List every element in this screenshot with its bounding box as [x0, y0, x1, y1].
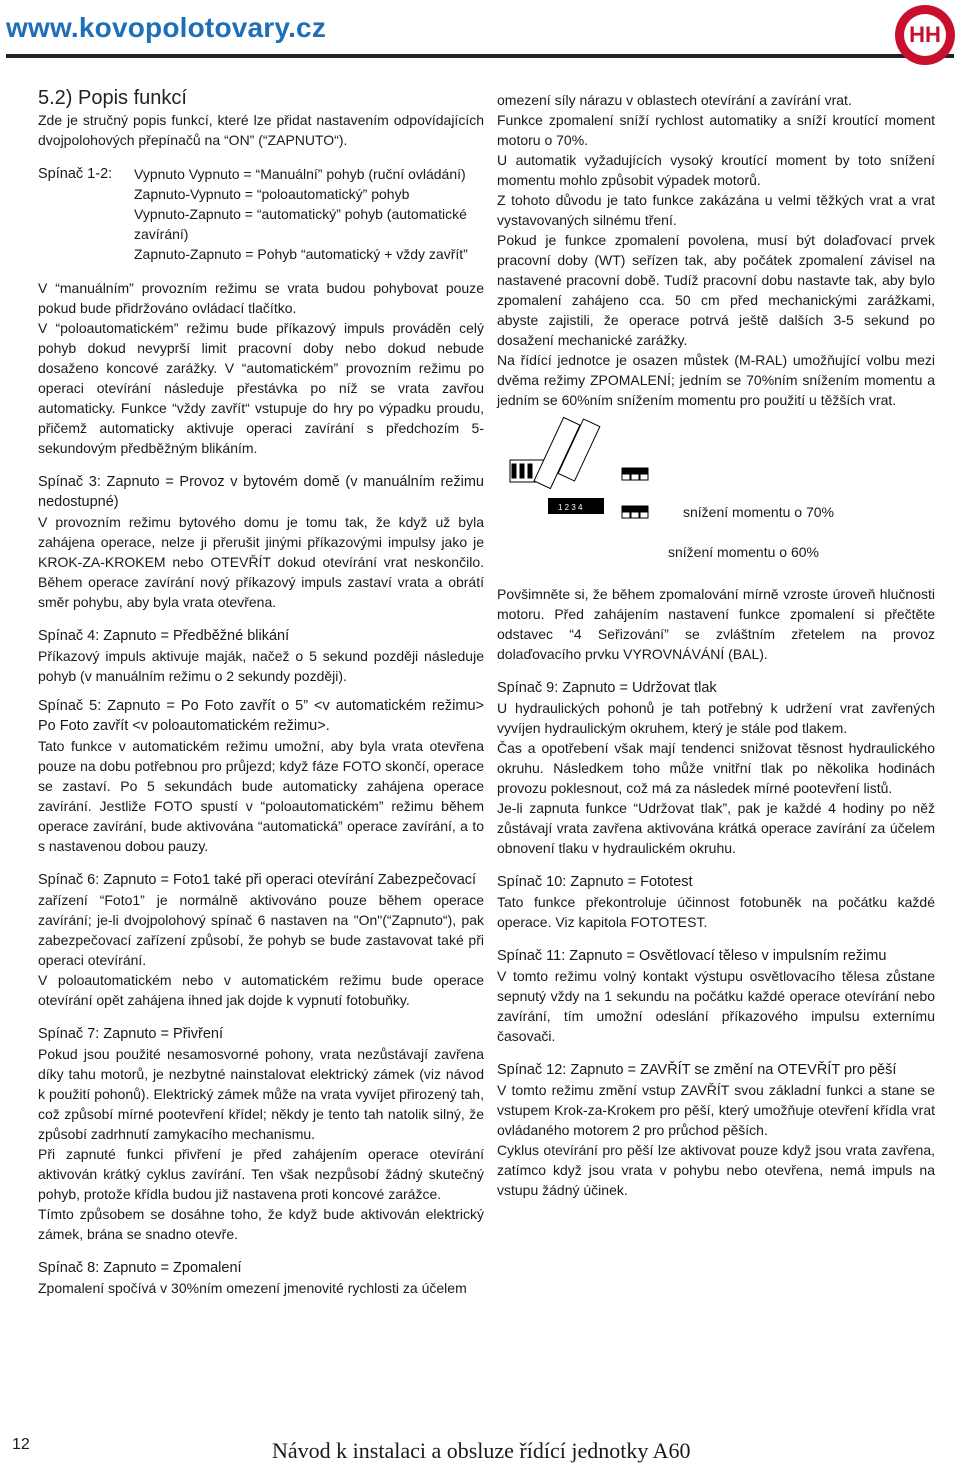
right-para-2: Funkce zpomalení sníží rychlost automatiky a sníží kroutící moment motoru o 70%.	[497, 112, 935, 148]
right-para-3: U automatik vyžadujících vysoký kroutící moment by toto snížení momentu mohlo způsobit výpadek motorů.	[497, 152, 935, 188]
switch-6-title: Spínač 6: Zapnuto = Foto1 také při operaci otevírání Zabezpečovací	[38, 872, 477, 888]
switch-1-2-block	[38, 164, 484, 264]
label-60-percent: snížení momentu o 60%	[668, 544, 819, 560]
switch-12-text: V tomto režimu změní vstup ZAVŘÍT svou základní funkci a stane se vstupem Krok-za-Krokem pro pěší, který umožňuje otevření křídla vrat ovládaného motorem 2 pro průchod pěších.	[497, 1082, 935, 1138]
right-para-6: Na řídící jednotce je osazen můstek (M-RAL) umožňující volbu mezi dvěma režimy ZPOMALENÍ; jedním se 70%ním snížením momentu a jedním se 60%ním snížením momentu pro použití u těžších vrat.	[497, 352, 935, 408]
right-para-7: Povšimněte si, že během zpomalování mírně vzroste úroveň hlučnosti motoru. Před zahájením nastavení funkce zpomalení si přečtěte odstavec “4 Seřizování” se zvláštním zřetelem na provoz dolaďovacího prvku VYROVNÁVÁNÍ (BAL).	[497, 586, 935, 662]
jumper-diagram	[498, 410, 678, 530]
switch-9-text: U hydraulických pohonů je tah potřebný k udržení vrat zavřených vyvíjen hydraulickým okruhem, který je stále pod tlakem.	[497, 700, 935, 736]
switch-5-title: Spínač 5: Zapnuto = Po Foto zavřít o 5” <v automatickém režimu> Po Foto zavřít <v poloautomatickém režimu>.	[38, 698, 484, 734]
switch-1-2-row: Vypnuto Vypnuto = “Manuální” pohyb (ruční ovládání)	[134, 166, 466, 182]
switch-12-text-2: Cyklus otevírání pro pěší lze aktivovat pouze když jsou vrata zavřena, zatímco když jsou vrata v pohybu nebo otevřena, nemá impuls na vstupu žádný účinek.	[497, 1142, 935, 1198]
kominat-logo	[894, 4, 956, 66]
section-title: 5.2) Popis funkcí	[38, 87, 187, 109]
switch-11-title: Spínač 11: Zapnuto = Osvětlovací těleso v impulsním režimu	[497, 948, 887, 964]
right-para-5: Pokud je funkce zpomalení povolena, musí být dolaďovací prvek pracovní doby (WT) seřízen tak, aby počátek zpomalení závisel na nastavené pracovní době. Tudíž pracovní dobu nastavte tak, aby bylo zpomalení zahájeno cca. 50 cm před mechanickými zarážkami, abyste zajistili, že operace potrvá ještě dalších 3-5 sekund po dosažení mechanické zarážky.	[497, 232, 935, 348]
switch-8-title: Spínač 8: Zapnuto = Zpomalení	[38, 1260, 242, 1276]
switch-4-title: Spínač 4: Zapnuto = Předběžné blikání	[38, 628, 290, 644]
switch-7-title: Spínač 7: Zapnuto = Přivření	[38, 1026, 223, 1042]
svg-text:HH: HH	[909, 22, 941, 47]
switch-6-text-2: V poloautomatickém nebo v automatickém režimu bude operace otevírání opět zahájena ihned jak dojde k vypnutí fotobuňky.	[38, 972, 484, 1008]
switch-8-text: Zpomalení spočívá v 30%ním omezení jmenovité rychlosti za účelem	[38, 1280, 467, 1296]
switch-10-title: Spínač 10: Zapnuto = Fototest	[497, 874, 693, 890]
switch-4-text: Příkazový impuls aktivuje maják, načež o 5 sekund později následuje pohyb (v manuálním režimu o 2 sekundy později).	[38, 648, 484, 684]
switch-5-text: Tato funkce v automatickém režimu umožní, aby byla vrata otevřena pouze na dobu potřebnou pro průjezd; když fáze FOTO skončí, operace se zastaví. Po 5 sekundách bude automaticky zahájena operace zavírání. Jestliže FOTO spustí v “poloautomatickém” režimu během operace zavírání, bude aktivována “automatická” operace zavírání, a to s nastavenou dobou pauzy.	[38, 738, 484, 854]
switch-3-text: V provozním režimu bytového domu je tomu tak, že když už byla zahájena operace, nelze ji přerušit jinými příkazovými impulsy jako je KROK-ZA-KROKEM nebo OTEVŘÍT dokud otevírání vrat neskončilo. Během operace zavírání nový příkazový impuls zastaví vrata a obrátí směr pohybu, aby byla vrata otevřena.	[38, 514, 484, 610]
site-url[interactable]: www.kovopolotovary.cz	[6, 12, 327, 43]
manual-mode-text: V “manuálním” provozním režimu se vrata budou pohybovat pouze pokud bude přidržováno ovládací tlačítko.	[38, 280, 484, 316]
footer-title: Návod k instalaci a obsluze řídící jednotky A60	[272, 1438, 691, 1463]
semi-auto-text: V “poloautomatickém” režimu bude příkazový impuls prováděn celý pohyb dokud nevyprší limit pracovní doby nebo dokud nebude dosaženo koncové zarážky. V “automatickém” provozním režimu po operaci otevírání následuje přestávka po níž se vrata zavřou automaticky. Funkce “vždy zavřít“ vstupuje do hry po výpadku proudu, přičemž automaticky aktivuje operaci zavírání s předchozím 5-sekundovým předběžným blikáním.	[38, 320, 484, 456]
switch-3-title: Spínač 3: Zapnuto = Provoz v bytovém domě (v manuálním režimu nedostupné)	[38, 474, 484, 510]
switch-9-text-3: Je-li zapnuta funkce “Udržovat tlak”, pak je každé 4 hodiny po něž zůstávají vrata zavřena aktivována krátká operace zavírání za účelem obnovení tlaku v hydraulickém okruhu.	[497, 800, 935, 856]
switch-1-2-row: Zapnuto-Zapnuto = Pohyb “automatický + vždy zavřít”	[134, 246, 468, 262]
intro-text: Zde je stručný popis funkcí, které lze přidat nastavením odpovídajících dvojpolohových přepínačů na “ON” (“ZAPNUTO“).	[38, 112, 484, 148]
switch-9-text-2: Čas a opotřebení však mají tendenci snižovat těsnost hydraulického okruhu. Následkem toho může vnitřní tlak po několika hodinách provozu poklesnout, což má za následek mírné pootevření listů.	[497, 740, 935, 796]
dip-numbers: 1 2 3 4	[558, 503, 583, 512]
switch-6-text: zařízení “Foto1” je normálně aktivováno pouze během operace zavírání; je-li dvojpolohový spínač 6 nastaven na "On"(“Zapnuto“), pak zabezpečovací zařízení způsobí, že pohyb se bude zastavovat také při operaci otevírání.	[38, 892, 484, 968]
switch-1-2-row: Vypnuto-Zapnuto = “automatický” pohyb (automatické zavírání)	[134, 206, 467, 242]
label-70-percent: snížení momentu o 70%	[683, 504, 834, 520]
switch-10-text: Tato funkce překontroluje účinnost fotobuněk na počátku každé operace. Viz kapitola FOTOTEST.	[497, 894, 935, 930]
right-column-bottom	[497, 584, 935, 1200]
switch-11-text: V tomto režimu volný kontakt výstupu osvětlovacího tělesa zůstane sepnutý vždy na 1 sekundu na počátku každé operace otevírání nebo zavírání, tím umožní odeslání příkazového impulsu externímu časovači.	[497, 968, 935, 1044]
switch-1-2-row: Zapnuto-Vypnuto = “poloautomatický” pohyb	[134, 186, 410, 202]
left-column	[38, 86, 484, 1298]
switch-1-2-label: Spínač 1-2:	[38, 166, 113, 182]
switch-12-title: Spínač 12: Zapnuto = ZAVŘÍT se změní na OTEVŘÍT pro pěší	[497, 1062, 897, 1078]
page-number: 12	[12, 1436, 30, 1453]
switch-9-title: Spínač 9: Zapnuto = Udržovat tlak	[497, 680, 717, 696]
right-column-top	[497, 90, 935, 410]
right-para-4: Z tohoto důvodu je tato funkce zakázána u velmi těžkých vrat a vrat vystavovaných silnému tření.	[497, 192, 935, 228]
switch-7-text-3: Tímto způsobem se dosáhne toho, že když bude aktivován elektrický zámek, brána se snadno otevře.	[38, 1206, 484, 1242]
header-rule	[6, 54, 954, 58]
switch-7-text: Pokud jsou použité nesamosvorné pohony, vrata nezůstávají zavřena díky tahu motorů, je nezbytné nainstalovat elektrický zámek (viz návod k použití pohonů). Elektrický zámek může na vrata vyvíjet přirozený tah, což způsobí mírné pootevření křídel; někdy je tento tah natolik silný, že způsobí zadrhnutí zamykacího mechanismu.	[38, 1046, 484, 1142]
right-para-1: omezení síly nárazu v oblastech otevírání a zavírání vrat.	[497, 92, 852, 108]
switch-7-text-2: Při zapnuté funkci přivření je před zahájením operace otevírání aktivován krátký cyklus zavírání. Ten však nezpůsobí žádný skutečný pohyb, protože křídla budou již nastavena proti koncové zarážce.	[38, 1146, 484, 1202]
